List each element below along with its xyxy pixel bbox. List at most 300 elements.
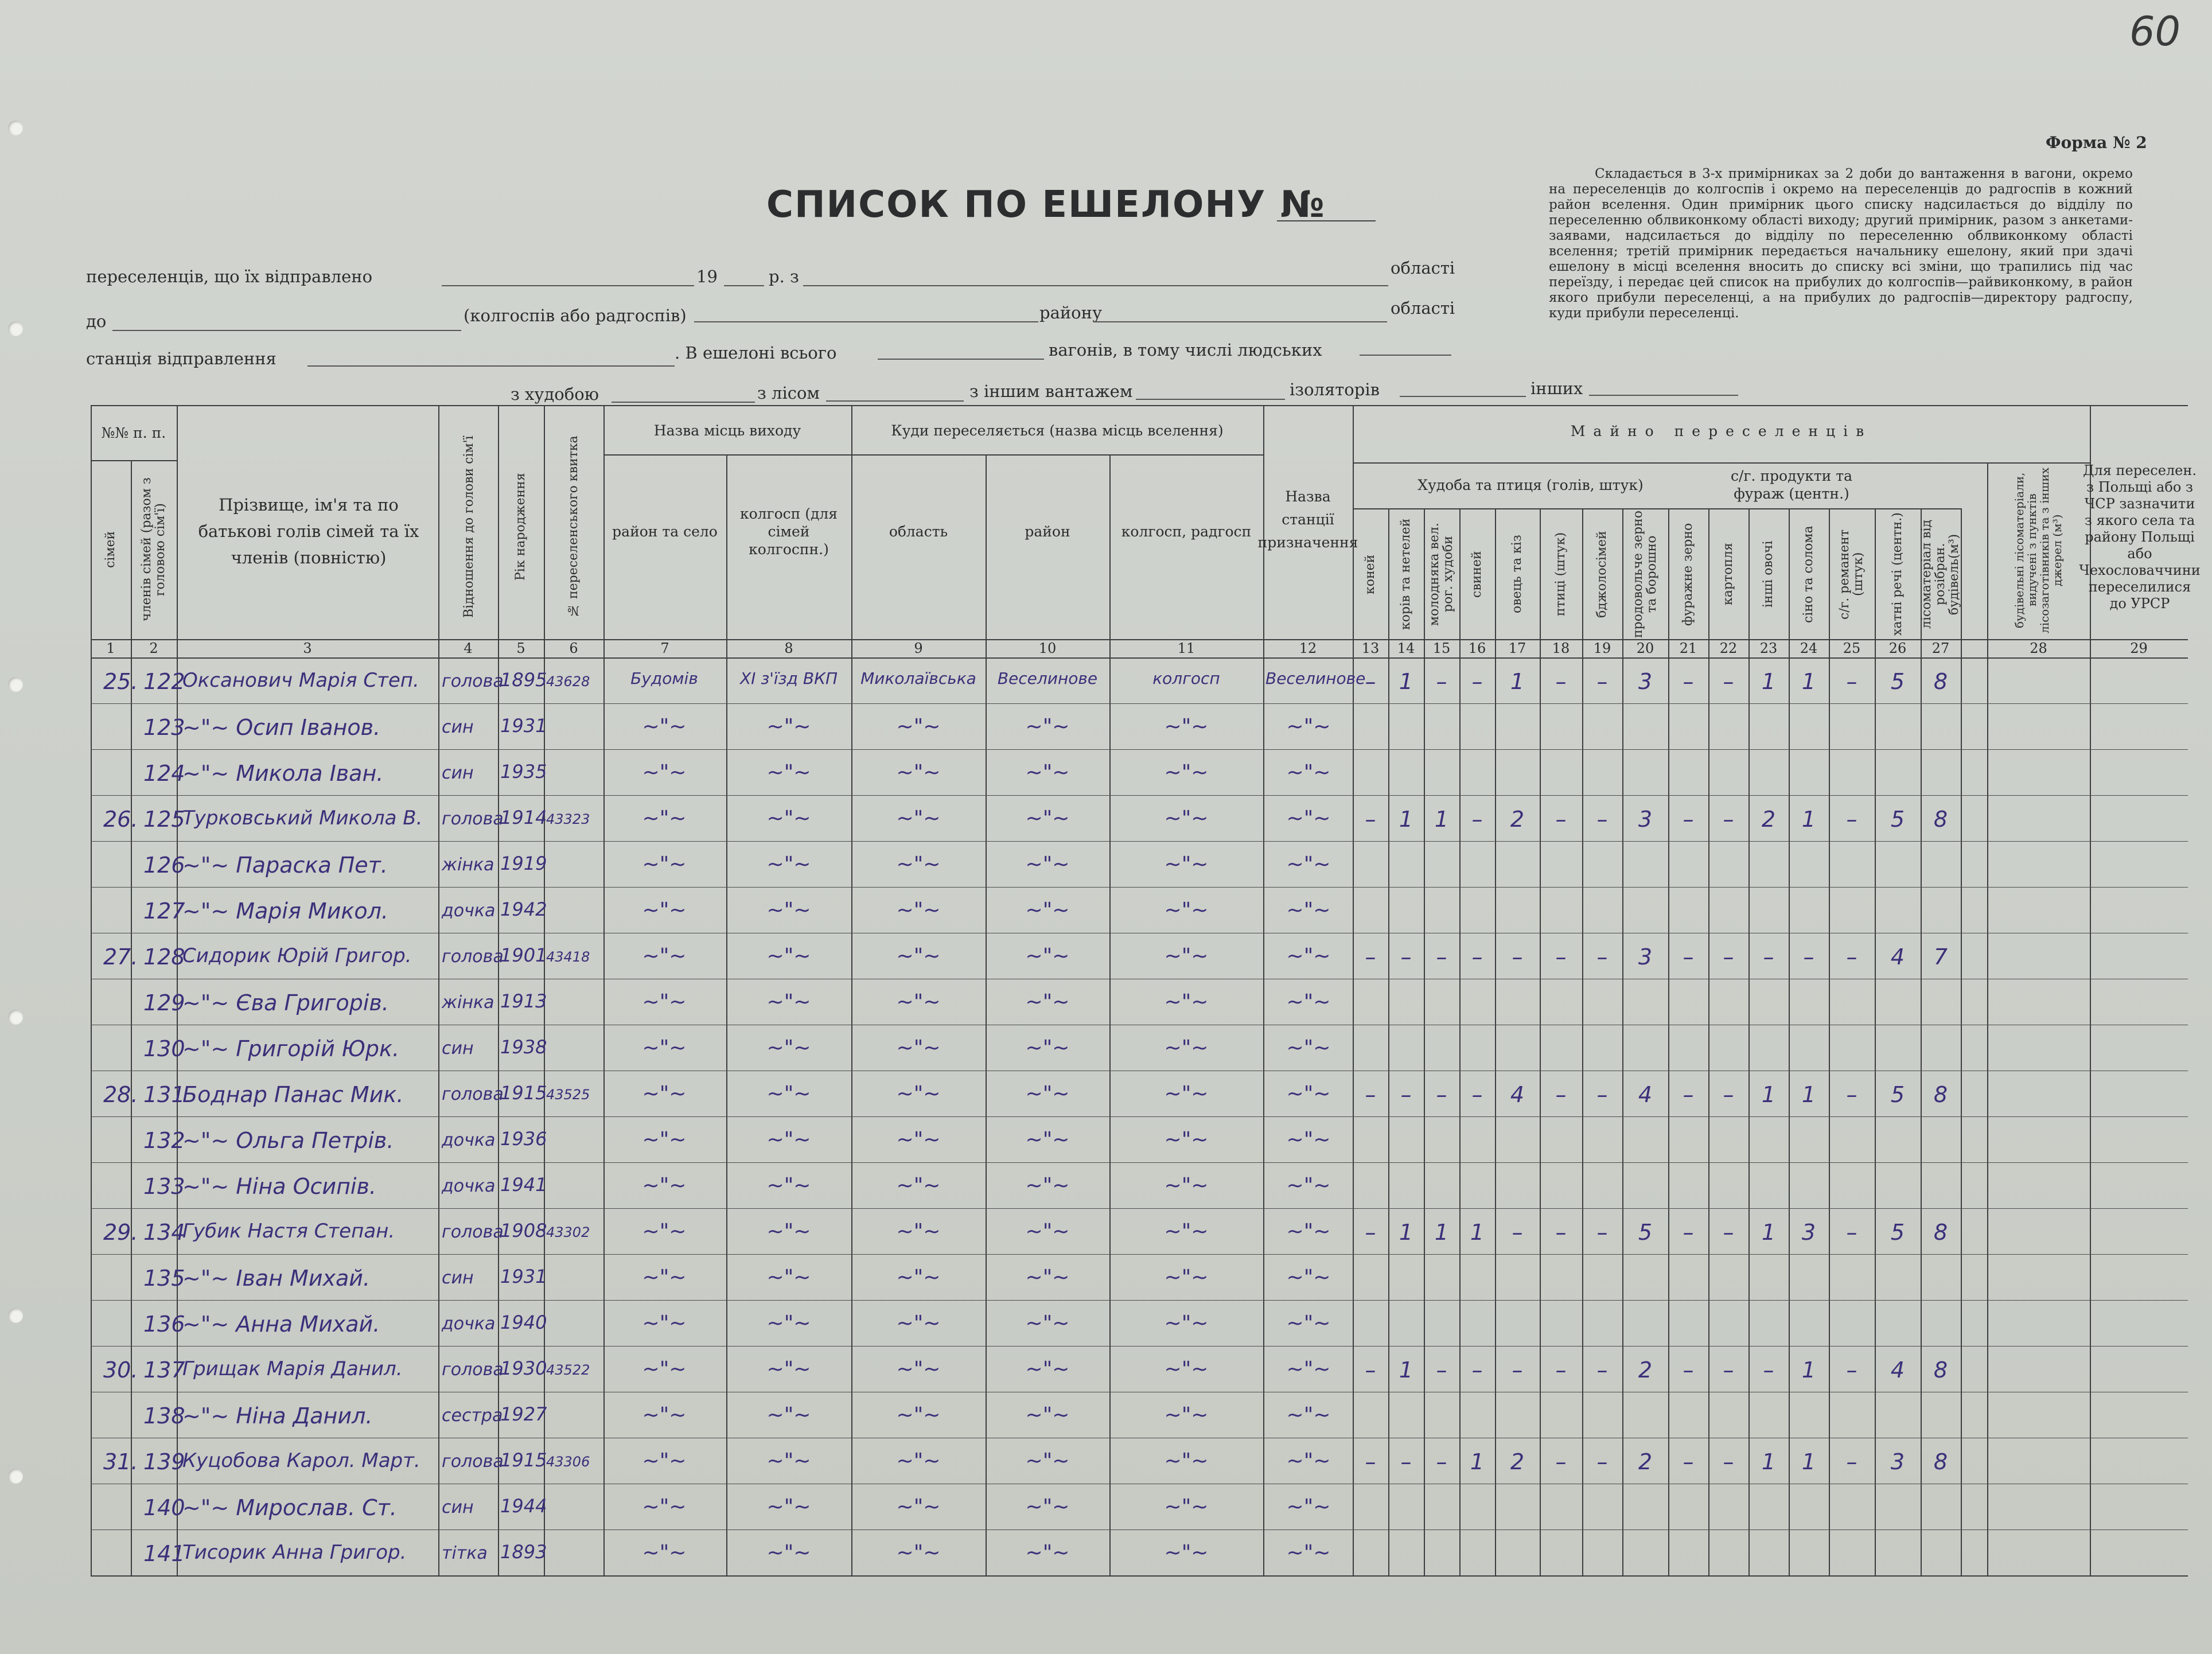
property-value: – xyxy=(1596,807,1608,832)
dest-oblast: Миколаївська xyxy=(860,669,976,688)
col-header-19: бджолосімей xyxy=(1595,531,1609,618)
property-value: – xyxy=(1400,944,1412,970)
exit-village: ~"~ xyxy=(642,1036,687,1060)
table-border xyxy=(1459,508,1461,1575)
table-border xyxy=(1424,508,1425,1575)
property-value: – xyxy=(1555,1357,1567,1383)
fill-line xyxy=(307,365,675,367)
dest-kolkhoz: ~"~ xyxy=(1164,1174,1209,1197)
dest-raion: ~"~ xyxy=(1025,1128,1070,1151)
birth-year: 1940 xyxy=(500,1311,547,1333)
col-header-1: сімей xyxy=(103,531,118,569)
dest-kolkhoz: колгосп xyxy=(1152,669,1220,688)
property-value: 1 xyxy=(1761,669,1776,694)
relation: сестра xyxy=(442,1406,503,1426)
col-header-28: будівельні лісоматеріали, видучені з пунктів лісозаготівників та з інших джерел (м³) xyxy=(2012,467,2064,633)
dest-oblast: ~"~ xyxy=(896,1449,941,1473)
table-border xyxy=(1582,508,1583,1575)
column-number: 14 xyxy=(1397,640,1415,656)
member-name: Турковський Микола В. xyxy=(182,807,423,830)
birth-year: 1908 xyxy=(500,1220,547,1242)
dest-kolkhoz: ~"~ xyxy=(1164,807,1209,830)
fill-line xyxy=(1093,321,1387,322)
property-value: 5 xyxy=(1890,807,1905,832)
column-number: 17 xyxy=(1508,640,1526,656)
property-value: – xyxy=(1555,1220,1567,1245)
member-number: 122 xyxy=(143,669,185,694)
property-value: – xyxy=(1436,669,1447,694)
table-border xyxy=(1263,405,1264,1575)
property-value: 1 xyxy=(1470,1449,1485,1474)
property-value: – xyxy=(1723,1357,1734,1383)
column-number: 22 xyxy=(1719,640,1738,656)
property-value: 1 xyxy=(1801,807,1816,832)
column-number: 10 xyxy=(1038,640,1057,656)
dest-oblast: ~"~ xyxy=(896,1266,941,1289)
col-header-5: Рік народження xyxy=(513,473,528,581)
relation: син xyxy=(442,763,474,783)
member-name: ~"~ Іван Михай. xyxy=(182,1266,371,1291)
property-value: – xyxy=(1723,807,1734,832)
property-value: 1 xyxy=(1801,1082,1816,1107)
property-value: – xyxy=(1596,1449,1608,1474)
property-value: 8 xyxy=(1933,1082,1948,1107)
table-border xyxy=(851,405,852,1575)
dest-kolkhoz: ~"~ xyxy=(1164,1082,1209,1106)
property-value: – xyxy=(1763,944,1774,970)
dest-kolkhoz: ~"~ xyxy=(1164,1357,1209,1381)
row-line xyxy=(91,795,2188,796)
table-border xyxy=(1353,508,1961,509)
property-value: – xyxy=(1763,1357,1774,1383)
dest-oblast: ~"~ xyxy=(896,944,941,968)
property-value: – xyxy=(1683,1220,1694,1245)
property-value: – xyxy=(1846,807,1857,832)
punch-hole xyxy=(8,1469,23,1484)
title-blank xyxy=(1277,220,1376,221)
member-name: ~"~ Єва Григорів. xyxy=(182,990,389,1015)
property-value: – xyxy=(1846,1357,1857,1383)
punch-hole xyxy=(8,321,23,336)
dest-raion: ~"~ xyxy=(1025,853,1070,876)
birth-year: 1931 xyxy=(500,1266,547,1287)
ticket-number: 43323 xyxy=(546,811,590,827)
property-value: – xyxy=(1512,1357,1523,1383)
fill-line xyxy=(112,330,461,331)
relation: дочка xyxy=(442,1314,496,1334)
member-number: 124 xyxy=(143,761,185,786)
dest-oblast: ~"~ xyxy=(896,990,941,1014)
birth-year: 1931 xyxy=(500,715,547,737)
exit-kolkhoz: ~"~ xyxy=(766,898,811,922)
member-name: Тисорик Анна Григор. xyxy=(182,1541,407,1564)
dest-kolkhoz: ~"~ xyxy=(1164,990,1209,1014)
relation: син xyxy=(442,1038,474,1058)
dest-station: ~"~ xyxy=(1286,761,1331,784)
dest-oblast: ~"~ xyxy=(896,715,941,738)
column-number: 8 xyxy=(784,640,793,656)
col-header-26: хатні речі (центн.) xyxy=(1890,512,1905,636)
property-value: 5 xyxy=(1638,1220,1653,1245)
dest-kolkhoz: ~"~ xyxy=(1164,715,1209,738)
member-name: Оксанович Марія Степ. xyxy=(182,669,419,692)
ticket-number: 43525 xyxy=(546,1087,590,1103)
dest-raion: ~"~ xyxy=(1025,715,1070,738)
member-name: ~"~ Анна Михай. xyxy=(182,1311,380,1337)
property-value: – xyxy=(1596,1357,1608,1383)
dest-kolkhoz: ~"~ xyxy=(1164,1495,1209,1519)
column-number: 7 xyxy=(660,640,669,656)
property-value: 8 xyxy=(1933,807,1948,832)
dest-raion: ~"~ xyxy=(1025,1541,1070,1565)
birth-year: 1930 xyxy=(500,1357,547,1379)
table-border xyxy=(1829,508,1830,1575)
exit-village: ~"~ xyxy=(642,1082,687,1106)
property-value: – xyxy=(1365,944,1376,970)
member-name: Куцобова Карол. Март. xyxy=(182,1449,420,1472)
col-header-23: інші овочі xyxy=(1761,540,1775,608)
col-header-27: лісоматеріал від розібран. будівель(м³) xyxy=(1919,519,1961,629)
group-header-agri: с/г. продукти та фураж (центн.) xyxy=(1730,468,1853,502)
member-name: ~"~ Мирослав. Ст. xyxy=(182,1495,397,1520)
col-header-29: Для переселен. з Польщі або з ЧСР зазначити з якого села та району Польщі або Чехословаччини переселилися до УРСР xyxy=(2079,462,2201,612)
table-border xyxy=(603,454,1263,456)
fill-line xyxy=(803,285,1388,286)
member-name: ~"~ Ніна Осипів. xyxy=(182,1174,376,1199)
property-value: – xyxy=(1723,669,1734,694)
dest-raion: ~"~ xyxy=(1025,898,1070,922)
table-border xyxy=(1388,508,1389,1575)
row-line xyxy=(91,749,2188,750)
property-value: 5 xyxy=(1890,1220,1905,1245)
property-value: – xyxy=(1846,1082,1857,1107)
fill-line xyxy=(1400,396,1526,397)
relation: дочка xyxy=(442,1130,496,1150)
birth-year: 1935 xyxy=(500,761,547,783)
property-value: – xyxy=(1365,807,1376,832)
header-text: станція відправлення xyxy=(86,349,276,368)
member-number: 125 xyxy=(143,807,185,832)
column-number: 21 xyxy=(1679,640,1697,656)
birth-year: 1893 xyxy=(500,1541,547,1563)
property-value: – xyxy=(1555,807,1567,832)
dest-station: ~"~ xyxy=(1286,1449,1331,1473)
dest-raion: ~"~ xyxy=(1025,1082,1070,1106)
group-header-property: Майно переселенців xyxy=(1570,422,1872,439)
family-number: 29. xyxy=(103,1220,138,1245)
dest-kolkhoz: ~"~ xyxy=(1164,1128,1209,1151)
family-number: 26. xyxy=(103,807,138,832)
page-number: 60 xyxy=(2129,8,2181,55)
dest-kolkhoz: ~"~ xyxy=(1164,1311,1209,1335)
dest-kolkhoz: ~"~ xyxy=(1164,898,1209,922)
dest-station: ~"~ xyxy=(1286,1174,1331,1197)
property-value: – xyxy=(1683,807,1694,832)
relation: голова xyxy=(442,1360,504,1380)
exit-kolkhoz: ХІ з'їзд ВКП xyxy=(740,669,838,688)
group-header-exit: Назва місць виходу xyxy=(653,422,801,439)
instructions-note: Складається в 3-х примірниках за 2 доби до вантаження в вагони, окремо на переселенців до колгоспів і окремо на переселенців до радгоспів в кожний район вселення. Один примірник цього списку надсилається до відділу по переселенню облвиконкому області виходу; другий примірник, разом з анкетами-заявами, надсилається до відділу по переселенню облвиконкому області вселення; третій примірник передається начальнику ешелону, який при здачі ешелону в місці вселення вносить до списку всі зміни, що трапились під час переїзду, і передає цей список на прибулих до колгоспів—райвиконкому, в район якого прибули переселенці, а на прибулих до радгоспів—директору радгоспу, куди прибули переселенці. xyxy=(1549,166,2133,321)
member-number: 141 xyxy=(143,1541,185,1566)
header-text: переселенців, що їх відправлено xyxy=(86,267,373,286)
property-value: 7 xyxy=(1933,944,1948,970)
col-header-10: район xyxy=(1025,523,1070,540)
dest-station: ~"~ xyxy=(1286,1403,1331,1427)
exit-village: ~"~ xyxy=(642,1449,687,1473)
ticket-number: 43306 xyxy=(546,1454,590,1470)
property-value: – xyxy=(1365,1357,1376,1383)
birth-year: 1936 xyxy=(500,1128,547,1150)
dest-station: Веселинове xyxy=(1265,669,1366,688)
member-number: 127 xyxy=(143,898,185,924)
exit-village: ~"~ xyxy=(642,990,687,1014)
dest-station: ~"~ xyxy=(1286,1128,1331,1151)
fill-line xyxy=(1360,355,1451,356)
property-value: 1 xyxy=(1761,1449,1776,1474)
dest-station: ~"~ xyxy=(1286,1541,1331,1565)
table-border xyxy=(603,405,605,1575)
member-number: 134 xyxy=(143,1220,185,1245)
property-value: 1 xyxy=(1434,1220,1449,1245)
property-value: – xyxy=(1723,1082,1734,1107)
member-name: Грищак Марія Данил. xyxy=(182,1357,403,1380)
relation: син xyxy=(442,1497,474,1517)
member-name: ~"~ Ольга Петрів. xyxy=(182,1128,394,1153)
exit-kolkhoz: ~"~ xyxy=(766,1174,811,1197)
birth-year: 1915 xyxy=(500,1449,547,1471)
column-number: 25 xyxy=(1843,640,1861,656)
property-value: – xyxy=(1683,1082,1694,1107)
property-value: – xyxy=(1471,669,1483,694)
column-number: 11 xyxy=(1177,640,1195,656)
exit-village: ~"~ xyxy=(642,1403,687,1427)
dest-station: ~"~ xyxy=(1286,1266,1331,1289)
fill-line xyxy=(826,400,964,402)
member-number: 130 xyxy=(143,1036,185,1061)
header-text: (колгоспів або радгоспів) xyxy=(464,306,687,325)
fill-line xyxy=(694,321,1038,322)
property-value: 1 xyxy=(1801,1449,1816,1474)
property-value: 3 xyxy=(1638,944,1653,970)
exit-kolkhoz: ~"~ xyxy=(766,1266,811,1289)
header-text: 19 xyxy=(696,267,718,286)
property-value: 1 xyxy=(1761,1220,1776,1245)
column-number: 5 xyxy=(516,640,525,656)
exit-kolkhoz: ~"~ xyxy=(766,1036,811,1060)
dest-station: ~"~ xyxy=(1286,1082,1331,1106)
dest-oblast: ~"~ xyxy=(896,761,941,784)
dest-oblast: ~"~ xyxy=(896,1357,941,1381)
exit-kolkhoz: ~"~ xyxy=(766,1311,811,1335)
property-value: – xyxy=(1803,944,1814,970)
dest-kolkhoz: ~"~ xyxy=(1164,1220,1209,1243)
table-border xyxy=(91,657,2188,659)
column-number: 4 xyxy=(464,640,473,656)
column-number: 29 xyxy=(2130,640,2148,656)
col-header-6: № переселенського квитка xyxy=(566,435,581,618)
column-number: 19 xyxy=(1593,640,1611,656)
dest-station: ~"~ xyxy=(1286,807,1331,830)
property-value: 1 xyxy=(1434,807,1449,832)
member-number: 137 xyxy=(143,1357,185,1383)
dest-raion: ~"~ xyxy=(1025,761,1070,784)
col-header-13: коней xyxy=(1363,554,1377,594)
member-number: 140 xyxy=(143,1495,185,1520)
column-number: 1 xyxy=(106,640,115,656)
property-value: – xyxy=(1596,669,1608,694)
table-border xyxy=(91,460,177,461)
property-value: – xyxy=(1723,1449,1734,1474)
header-text: до xyxy=(86,312,107,331)
member-number: 128 xyxy=(143,944,185,970)
property-value: – xyxy=(1471,1357,1483,1383)
exit-kolkhoz: ~"~ xyxy=(766,1128,811,1151)
column-number: 2 xyxy=(149,640,158,656)
member-number: 136 xyxy=(143,1311,185,1337)
property-value: – xyxy=(1436,1357,1447,1383)
exit-village: ~"~ xyxy=(642,1174,687,1197)
column-number: 15 xyxy=(1432,640,1451,656)
column-number: 12 xyxy=(1299,640,1317,656)
property-value: 1 xyxy=(1399,807,1413,832)
table-border xyxy=(1961,508,1962,1575)
birth-year: 1938 xyxy=(500,1036,547,1058)
property-value: 1 xyxy=(1510,669,1525,694)
header-text: району xyxy=(1039,303,1103,322)
punch-hole xyxy=(8,1010,23,1025)
exit-village: ~"~ xyxy=(642,1541,687,1565)
property-value: – xyxy=(1365,1220,1376,1245)
member-number: 131 xyxy=(143,1082,185,1107)
property-value: 2 xyxy=(1761,807,1776,832)
table-border xyxy=(91,1575,2188,1577)
property-value: – xyxy=(1683,669,1694,694)
table-border xyxy=(986,454,987,1575)
dest-kolkhoz: ~"~ xyxy=(1164,1036,1209,1060)
row-line xyxy=(91,1300,2188,1301)
dest-kolkhoz: ~"~ xyxy=(1164,761,1209,784)
dest-oblast: ~"~ xyxy=(896,1036,941,1060)
table-border xyxy=(726,454,727,1575)
col-header-8: колгосп (для сімей колгоспн.) xyxy=(739,505,838,558)
dest-oblast: ~"~ xyxy=(896,1541,941,1565)
col-header-17: овець та кіз xyxy=(1510,535,1524,614)
birth-year: 1915 xyxy=(500,1082,547,1104)
property-value: – xyxy=(1436,1449,1447,1474)
row-line xyxy=(91,841,2188,842)
exit-village: ~"~ xyxy=(642,898,687,922)
column-number: 24 xyxy=(1800,640,1818,656)
dest-oblast: ~"~ xyxy=(896,853,941,876)
dest-raion: ~"~ xyxy=(1025,1495,1070,1519)
header-text: з худобою xyxy=(511,384,599,404)
column-number: 3 xyxy=(303,640,312,656)
ticket-number: 43302 xyxy=(546,1224,590,1240)
exit-kolkhoz: ~"~ xyxy=(766,1403,811,1427)
relation: голова xyxy=(442,1084,504,1104)
ticket-number: 43418 xyxy=(546,949,590,965)
dest-raion: ~"~ xyxy=(1025,1311,1070,1335)
col-header-20: продовольче зерно та борошно xyxy=(1631,511,1659,638)
header-text: області xyxy=(1391,258,1455,278)
member-number: 133 xyxy=(143,1174,185,1199)
table-border xyxy=(1708,508,1709,1575)
header-text: р. з xyxy=(769,267,799,286)
row-line xyxy=(91,1162,2188,1163)
property-value: 3 xyxy=(1801,1220,1816,1245)
property-value: 4 xyxy=(1890,944,1905,970)
table-border xyxy=(1875,508,1876,1575)
dest-kolkhoz: ~"~ xyxy=(1164,1403,1209,1427)
fill-line xyxy=(442,285,694,286)
exit-kolkhoz: ~"~ xyxy=(766,715,811,738)
punch-hole xyxy=(8,1308,23,1323)
exit-kolkhoz: ~"~ xyxy=(766,990,811,1014)
family-number: 28. xyxy=(103,1082,138,1107)
dest-station: ~"~ xyxy=(1286,715,1331,738)
header-text: ізоляторів xyxy=(1290,380,1380,399)
column-number: 28 xyxy=(2030,640,2047,656)
column-number: 16 xyxy=(1468,640,1486,656)
col-header-21: фуражне зерно xyxy=(1681,523,1695,626)
birth-year: 1901 xyxy=(500,944,547,966)
col-header-4: Відношення до голови сім'ї xyxy=(462,435,476,618)
table-border xyxy=(1748,508,1750,1575)
member-number: 139 xyxy=(143,1449,185,1474)
table-border xyxy=(438,405,439,1575)
member-number: 138 xyxy=(143,1403,185,1429)
exit-kolkhoz: ~"~ xyxy=(766,853,811,876)
col-header-7: район та село xyxy=(612,523,718,540)
punch-hole xyxy=(8,677,23,692)
relation: син xyxy=(442,717,474,737)
col-header-12: Назва станції призначення xyxy=(1257,488,1358,551)
dest-raion: ~"~ xyxy=(1025,990,1070,1014)
relation: голова xyxy=(442,1451,504,1472)
property-value: – xyxy=(1365,669,1376,694)
dest-raion: ~"~ xyxy=(1025,1403,1070,1427)
dest-raion: ~"~ xyxy=(1025,1220,1070,1243)
property-value: – xyxy=(1436,944,1447,970)
property-value: – xyxy=(1596,944,1608,970)
member-name: ~"~ Марія Микол. xyxy=(182,898,388,924)
member-name: ~"~ Осип Іванов. xyxy=(182,715,381,740)
dest-raion: ~"~ xyxy=(1025,1174,1070,1197)
property-value: – xyxy=(1683,1357,1694,1383)
property-value: – xyxy=(1555,944,1567,970)
dest-raion: ~"~ xyxy=(1025,1357,1070,1381)
fill-line xyxy=(724,285,764,286)
table-border xyxy=(1668,508,1669,1575)
exit-village: ~"~ xyxy=(642,1311,687,1335)
property-value: – xyxy=(1555,1449,1567,1474)
col-header-15: молодняка вел. рог. худоби xyxy=(1427,523,1455,626)
property-value: 1 xyxy=(1801,1357,1816,1383)
property-value: – xyxy=(1683,944,1694,970)
property-value: – xyxy=(1512,1220,1523,1245)
dest-kolkhoz: ~"~ xyxy=(1164,944,1209,968)
header-text: інших xyxy=(1531,379,1583,398)
member-number: 132 xyxy=(143,1128,185,1153)
exit-village: ~"~ xyxy=(642,1266,687,1289)
relation: голова xyxy=(442,1222,504,1242)
birth-year: 1913 xyxy=(500,990,547,1012)
dest-station: ~"~ xyxy=(1286,1495,1331,1519)
col-header-14: корів та нетелей xyxy=(1399,518,1413,631)
column-number: 23 xyxy=(1759,640,1778,656)
relation: дочка xyxy=(442,901,496,921)
exit-kolkhoz: ~"~ xyxy=(766,761,811,784)
